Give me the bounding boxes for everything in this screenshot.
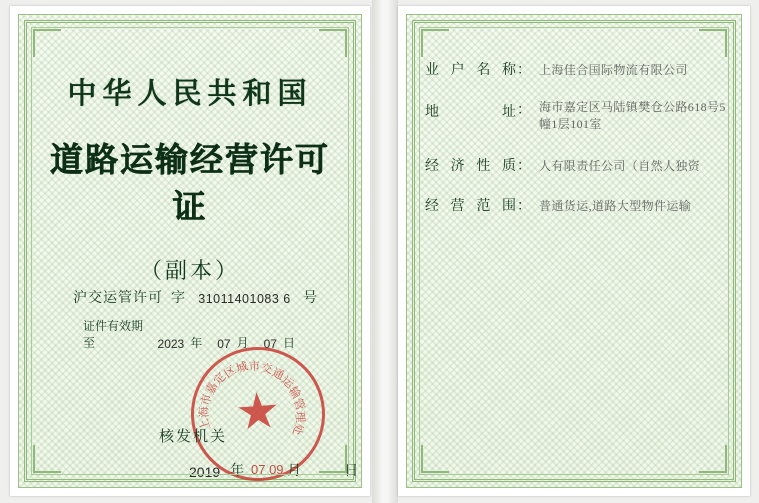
validity-day: 07 (263, 337, 277, 351)
corner-ornament-icon (421, 29, 449, 57)
license-number-row (73, 287, 317, 307)
field-label: 业户名称 (425, 63, 517, 78)
nation-heading: 中华人民共和国 (67, 78, 313, 110)
license-number-label: 沪交运管许可 (73, 291, 163, 306)
copy-type-label: （副本） (139, 258, 240, 283)
field-label: 地址 (425, 105, 517, 120)
field-value-business-scope: 普通货运,道路大型物件运输 (539, 198, 692, 213)
issue-date-stamp-overlay: 07 09 (251, 462, 284, 477)
issue-day-unit: 日 (344, 464, 360, 479)
corner-ornament-icon (699, 445, 727, 473)
license-number-value: 31011401083 6 (198, 292, 291, 306)
field-row (425, 155, 727, 175)
issuer-label: 核发机关 (159, 429, 228, 445)
field-value-address: 海市嘉定区马陆镇樊仓公路618号5幢1层101室 (539, 100, 726, 132)
license-char-label: 字 (171, 291, 186, 306)
validity-month-unit: 月 (236, 336, 249, 350)
field-row (425, 59, 727, 79)
field-value-economic-nature: 人有限责任公司（自然人独资 (539, 158, 701, 173)
operator-info-fields (425, 59, 727, 235)
field-label: 经济性质 (425, 158, 517, 174)
field-value-business-name: 上海佳合国际物流有限公司 (539, 63, 688, 77)
validity-year: 2023 (157, 337, 185, 351)
field-row (425, 99, 727, 135)
issue-year: 2019 (189, 464, 221, 480)
validity-day-unit: 日 (282, 336, 295, 350)
field-colon: ： (517, 63, 531, 78)
field-colon: ： (517, 198, 531, 214)
field-label: 经营范围 (425, 198, 517, 214)
seal-ring-text: 上 海 市 嘉 定 区 城 市 交 通 运 输 管 理 处 (197, 360, 307, 437)
validity-row (83, 317, 307, 351)
left-page-content (39, 35, 360, 480)
corner-ornament-icon (421, 445, 449, 473)
right-page-border (406, 14, 742, 488)
book-gutter (372, 0, 398, 503)
field-colon: ： (517, 158, 531, 174)
document-title: 道路运输经营许可证 (50, 143, 330, 226)
corner-ornament-icon (699, 29, 727, 57)
certificate-left-page (10, 6, 370, 496)
validity-month: 07 (217, 337, 231, 351)
issue-year-unit: 年 (230, 464, 246, 479)
field-colon: ： (517, 103, 531, 118)
validity-label: 证件有效期至 (83, 319, 144, 350)
issue-month-unit: 月 (287, 464, 303, 479)
left-page-border (18, 14, 362, 488)
field-row (425, 195, 727, 215)
validity-year-unit: 年 (190, 336, 203, 350)
license-number-suffix: 号 (303, 291, 317, 306)
certificate-right-page (398, 6, 750, 496)
